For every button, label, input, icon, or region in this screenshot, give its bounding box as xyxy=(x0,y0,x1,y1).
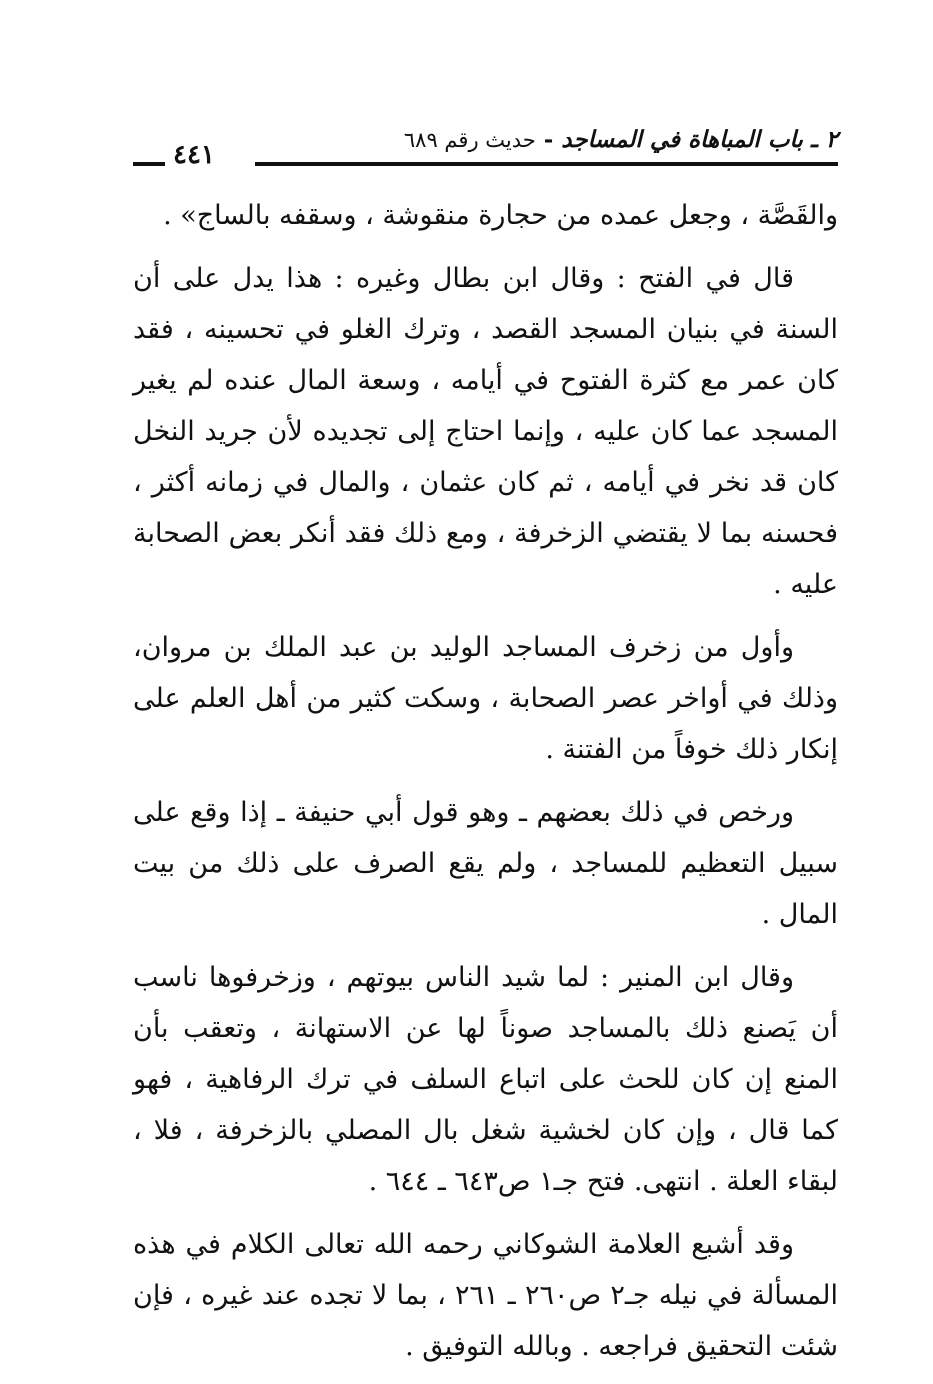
body-text xyxy=(133,190,838,1384)
paragraph-fath-quote: قال في الفتح : وقال ابن بطال وغيره : هذا يدل على أن السنة في بنيان المسجد القصد ، وترك الغلو في تحسينه ، فقد كان عمر مع كثرة الفتوح في أيامه ، وسعة المال عنده لم يغير المسجد عما كان عليه ، وإنما احتاج إلى تجديده لأن جريد النخل كان قد نخر في أيامه ، ثم كان عثمان ، والمال في زمانه أكثر ، فحسنه بما لا يقتضي الزخرفة ، ومع ذلك فقد أنكر بعض الصحابة عليه . xyxy=(133,263,838,600)
paragraph-continuation: والقَصَّة ، وجعل عمده من حجارة منقوشة ، وسقفه بالساج» . xyxy=(163,200,838,231)
paragraph-shawkani: وقد أشبع العلامة الشوكاني رحمه الله تعالى الكلام في هذه المسألة في نيله جـ٢ ص٢٦٠ ـ ٢٦١ ، بما لا تجده عند غيره ، فإن شئت التحقيق فراجعه . وبالله التوفيق . xyxy=(133,1229,839,1362)
page-number-dash xyxy=(133,162,165,166)
chapter-title: ٢ ـ باب المباهاة في المساجد xyxy=(561,126,838,153)
paragraph-ibn-munir: وقال ابن المنير : لما شيد الناس بيوتهم ، وزخرفوها ناسب أن يَصنع ذلك بالمساجد صوناً لها عن الاستهانة ، وتعقب بأن المنع إن كان للحث على اتباع السلف في ترك الرفاهية ، فهو كما قال ، وإن كان لخشية شغل بال المصلي بالزخرفة ، فلا ، لبقاء العلة . انتهى. فتح جـ١ ص٦٤٣ ـ ٦٤٤ . xyxy=(133,962,838,1197)
paragraph-permission: ورخص في ذلك بعضهم ـ وهو قول أبي حنيفة ـ إذا وقع على سبيل التعظيم للمساجد ، ولم يقع الصرف على ذلك من بيت المال . xyxy=(133,797,838,930)
paragraph-first-decoration: وأول من زخرف المساجد الوليد بن عبد الملك بن مروان، وذلك في أواخر عصر الصحابة ، وسكت كثير من أهل العلم على إنكار ذلك خوفاً من الفتنة . xyxy=(133,632,838,765)
hadith-number: حديث رقم ٦٨٩ xyxy=(403,128,536,152)
header-rule xyxy=(255,162,838,166)
running-header xyxy=(133,120,838,180)
header-title xyxy=(404,125,838,155)
page-number: ٤٤١ xyxy=(173,140,215,170)
header-separator: - xyxy=(535,126,562,153)
